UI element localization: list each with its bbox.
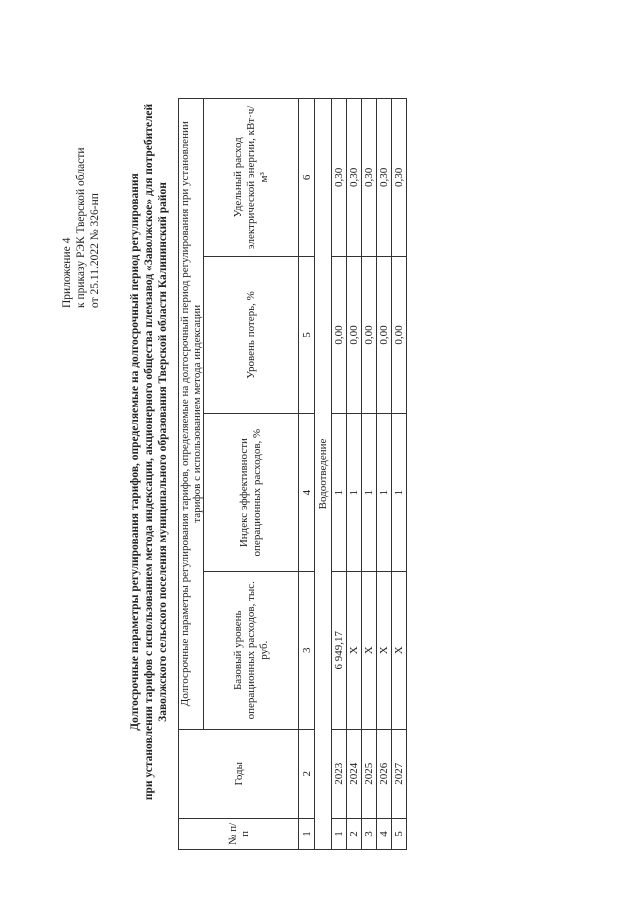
header-row-1 [179,99,204,850]
col-number: 4 [299,414,315,572]
header-energy: Удельный расход электрической энергии, кВт·ч/м³ [204,99,299,257]
cell-base: Х [362,571,377,729]
cell-losses: 0,00 [362,256,377,414]
title-line-1: Долгосрочные параметры регулирования тарифов, определяемые на долгосрочный период регулирования [129,173,141,731]
cell-base: Х [392,571,407,729]
section-label: Водоотведение [315,99,332,850]
table-row [332,99,347,850]
section-row [315,99,332,850]
header-losses: Уровень потерь, % [204,256,299,414]
cell-losses: 0,00 [392,256,407,414]
table-row [392,99,407,850]
column-number-row [299,99,315,850]
cell-num: 2 [347,818,362,849]
cell-energy: 0,30 [362,99,377,257]
cell-year: 2025 [362,729,377,818]
table-row [377,99,392,850]
header-num: № п/п [179,818,299,849]
header-group: Долгосрочные параметры регулирования тарифов, определяемые на долгосрочный период регулирования при установлении тарифов с использованием метода индексации [179,99,204,730]
rotated-content [10,12,630,892]
col-number: 2 [299,729,315,818]
cell-energy: 0,30 [347,99,362,257]
cell-num: 5 [392,818,407,849]
title-line-2: при установлении тарифов с использованием метода индексации, акционерного общества племзавод «Заволжское» для потребителей [143,103,155,801]
cell-losses: 0,00 [332,256,347,414]
cell-index: 1 [377,414,392,572]
col-number: 3 [299,571,315,729]
header-years: Годы [179,729,299,818]
col-number: 5 [299,256,315,414]
cell-base: Х [377,571,392,729]
cell-losses: 0,00 [347,256,362,414]
cell-index: 1 [362,414,377,572]
appendix-line-2: к приказу РЭК Тверской области [75,147,87,308]
cell-year: 2026 [377,729,392,818]
table-row [362,99,377,850]
cell-base: 6 949,17 [332,571,347,729]
cell-num: 4 [377,818,392,849]
col-number: 1 [299,818,315,849]
cell-index: 1 [332,414,347,572]
cell-energy: 0,30 [377,99,392,257]
cell-losses: 0,00 [377,256,392,414]
header-base: Базовый уровень операционных расходов, тыс. руб. [204,571,299,729]
document-title [128,62,170,842]
cell-num: 3 [362,818,377,849]
title-line-3: Заволжского сельского поселения муниципального образования Тверской области Калининский район [157,182,169,722]
cell-energy: 0,30 [332,99,347,257]
cell-num: 1 [332,818,347,849]
cell-index: 1 [347,414,362,572]
header-index: Индекс эффективности операционных расходов, % [204,414,299,572]
cell-energy: 0,30 [392,99,407,257]
table-row [347,99,362,850]
appendix-header [60,48,102,308]
col-number: 6 [299,99,315,257]
parameters-table [178,98,407,850]
cell-year: 2024 [347,729,362,818]
cell-year: 2027 [392,729,407,818]
cell-index: 1 [392,414,407,572]
cell-year: 2023 [332,729,347,818]
appendix-line-3: от 25.11.2022 № 326-нп [89,193,101,308]
cell-base: Х [347,571,362,729]
appendix-line-1: Приложение 4 [61,237,73,308]
